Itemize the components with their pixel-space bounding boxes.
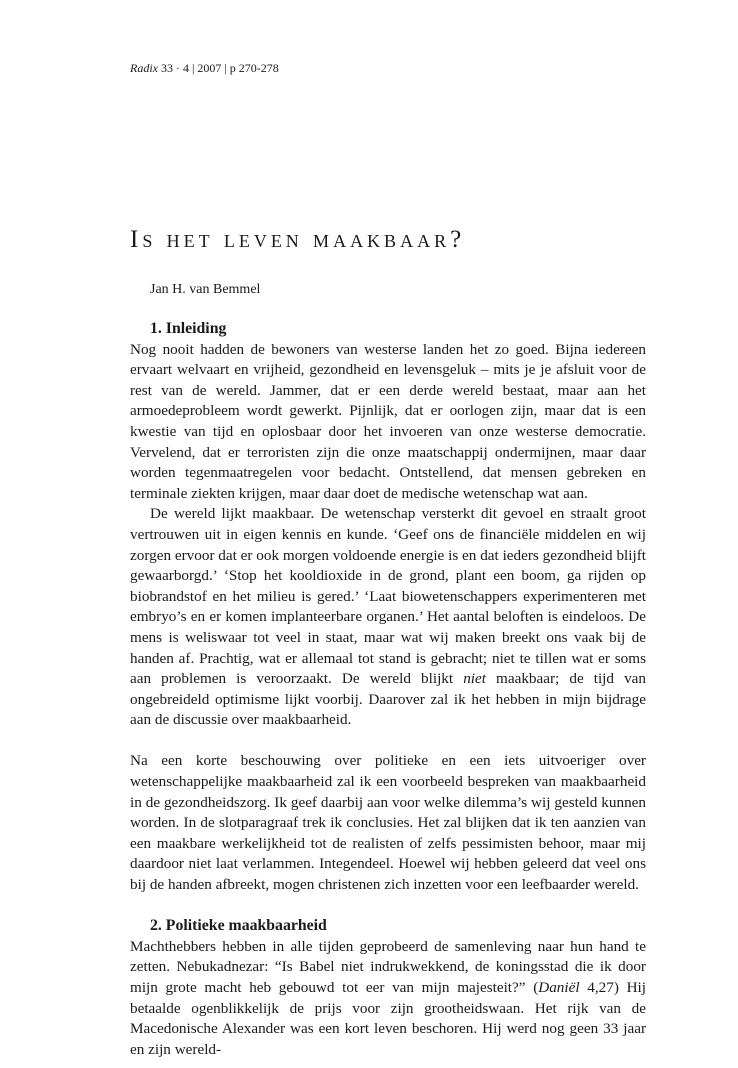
paragraph	[130, 504, 646, 731]
text-run: Machthebbers hebben in alle tijden geprobeerd de samenleving naar hun hand te zetten. Nebukadnezar: “Is Babel niet indrukwekkend, de koningsstad die ik door mijn grote macht heb gebouwd tot eer van mijn majesteit?” (	[130, 937, 646, 996]
author-name: Jan H. van Bemmel	[150, 282, 261, 297]
section-1-heading: 1. Inleiding	[150, 320, 227, 337]
text-run: maakbaar; de tijd van ongebreideld optimisme lijkt voorbij. Daarover zal ik het hebben in mijn bijdrage aan de discussie over maakbaarheid.	[130, 670, 646, 729]
article-title: Is het leven maakbaar?	[130, 226, 466, 253]
citation-details: 33 · 4 | 2007 | p 270-278	[158, 61, 279, 75]
paragraph	[130, 937, 646, 1061]
emphasis: niet	[463, 670, 486, 688]
text-run: 4,27) Hij betaalde ogenblikkelijk de prijs voor zijn grootheidswaan. Het rijk van de Macedonische Alexander was een kort leven beschoren. Hij werd nog geen 33 jaar en zijn wereld-	[130, 979, 646, 1058]
paragraph: Nog nooit hadden de bewoners van westerse landen het zo goed. Bijna iedereen ervaart welvaart en vrijheid, gezondheid en levensgeluk – mits je je afsluit voor de rest van de wereld. Jammer, dat er een derde wereld bestaat, maar aan het armoedeprobleem wordt gewerkt. Pijnlijk, dat er oorlogen zijn, maar dat is een kwestie van tijd en oplosbaar door het invoeren van onze westerse democratie. Vervelend, dat er terroristen zijn die onze maatschappij ondermijnen, maar daar worden tegenmaatregelen voor bedacht. Ontstellend, dat mensen gebreken en terminale ziekten krijgen, maar daar doet de medische wetenschap wat aan.	[130, 340, 646, 502]
text-run: De wereld lijkt maakbaar. De wetenschap versterkt dit gevoel en straalt groot vertrouwen uit in eigen kennis en kunde. ‘Geef ons de financiële middelen en wij zorgen ervoor dat er ook morgen voldoende energie is en dat ieders gezondheid blijft gewaarborgd.’ ‘Stop het kooldioxide in de grond, plant een boom, ga rijden op biobrandstof en het milieu is gered.’ ‘Laat biowetenschappers experimenteren met embryo’s en er komen implanteerbare organen.’ Het aantal beloften is eindeloos. De mens is weliswaar tot veel in staat, maar wat wij maken breekt ons vaak bij de handen af. Prachtig, wat er allemaal tot stand is gebracht; niet te tillen wat er soms aan problemen is veroorzaakt. De wereld blijkt	[130, 505, 646, 688]
paragraph: Na een korte beschouwing over politieke en een iets uitvoeriger over wetenschappelijke maakbaarheid zal ik een voorbeeld bespreken van maakbaarheid in de gezondheidszorg. Ik geef daarbij aan voor welke dilemma’s wij gesteld kunnen worden. In de slotparagraaf trek ik conclusies. Het zal blijken dat ik ten aanzien van een maakbare werkelijkheid tot de realisten of zelfs pessimisten behoor, maar mij daardoor niet laat verlammen. Integendeel. Hoewel wij hebben geleerd dat veel ons bij de handen afbreekt, mogen christenen zich inzetten voor een leefbaarder wereld.	[130, 752, 646, 894]
journal-name: Radix	[130, 61, 158, 75]
book-reference: Daniël	[538, 979, 580, 996]
journal-citation	[130, 61, 279, 76]
section-2-heading: 2. Politieke maakbaarheid	[150, 917, 327, 935]
article-body	[130, 319, 646, 1060]
